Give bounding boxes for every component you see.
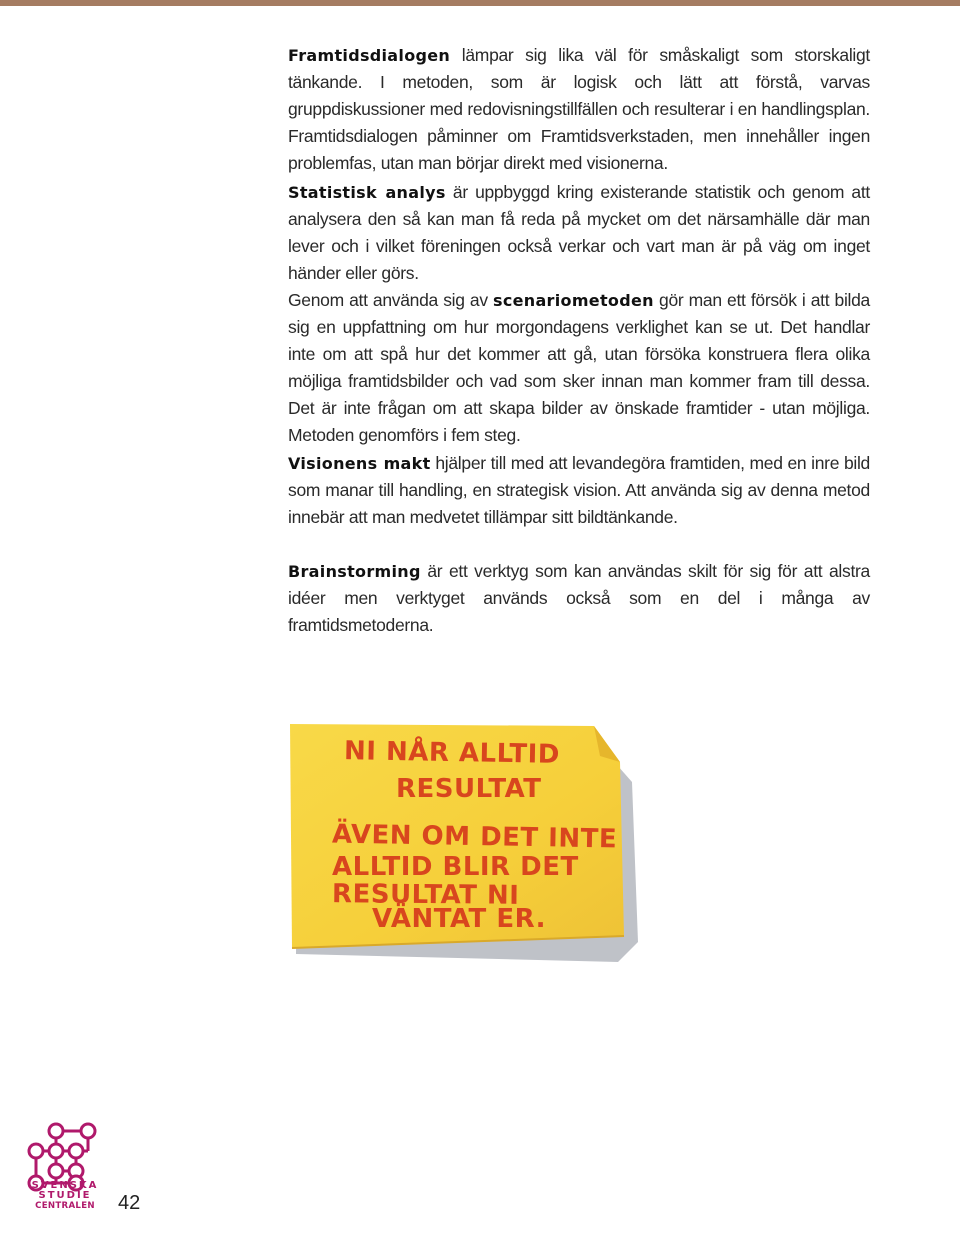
- term-heading: Statistisk analys: [288, 183, 446, 202]
- term-heading: Framtidsdialogen: [288, 46, 451, 65]
- logo-wordmark: [30, 1181, 100, 1211]
- page-number: 42: [118, 1192, 141, 1214]
- top-border-bar: [0, 0, 960, 6]
- note-line: RESULTAT: [396, 774, 542, 804]
- paragraph-brainstorming: [288, 558, 870, 639]
- paragraph-body: är ett verktyg som kan användas skilt för sig för att alstra idéer men verktyget används också som en del i många av framtidsmetoderna.: [288, 561, 870, 635]
- logo-line-1: SVENSKA: [31, 1180, 99, 1191]
- paragraph-body: gör man ett försök i att bilda sig en uppfattning om hur morgondagens verklighet kan se ut. Det handlar inte om att spå hur det kommer att gå, utan försöka konstruera flera olika möjliga framtidsbilder och vad som sker innan man kommer fram till dessa. Det är inte frågan om att skapa bilder av önskade framtider - utan möjliga. Metoden genomförs i fem steg.: [288, 290, 870, 445]
- note-line: RESULTAT NI: [331, 879, 520, 911]
- note-line: NI NÅR ALLTID: [343, 736, 561, 770]
- logo-line-3: CENTRALEN: [35, 1201, 95, 1211]
- paragraph-framtidsdialogen: [288, 42, 870, 177]
- note-line: ÄVEN OM DET INTE: [331, 819, 618, 855]
- paragraph-body: lämpar sig lika väl för småskaligt som storskaligt tänkande. I metoden, som är logisk och lätt att förstå, varvas gruppdiskussioner med redovisningstillfällen och resulterar i en handlingsplan. Framtidsdialogen påminner om Framtidsverkstaden, men innehåller ingen problemfas, utan man börjar direkt med visionerna.: [288, 45, 870, 173]
- sticky-note-text: [288, 722, 640, 966]
- paragraph-body: hjälper till med att levandegöra framtiden, med en inre bild som manar till handling, en strategisk vision. Att använda sig av denna metod innebär att man medvetet tillämpar sitt bildtänkande.: [288, 453, 870, 527]
- paragraph-visionens-makt: [288, 450, 870, 531]
- sticky-note-illustration: [288, 722, 640, 966]
- paragraph-statistisk-analys: [288, 179, 870, 287]
- paragraph-body: är uppbyggd kring existerande statistik och genom att analysera den så kan man få reda på mycket om det närsamhälle där man lever och i vilket föreningen också verkar och vart man är på väg om inget händer eller görs.: [288, 182, 870, 283]
- term-heading: scenariometoden: [493, 291, 654, 310]
- note-line: ALLTID BLIR DET: [332, 852, 579, 882]
- paragraph-scenariometoden: [288, 287, 870, 449]
- logo-line-2: STUDIE: [38, 1190, 92, 1201]
- term-heading: Brainstorming: [288, 562, 421, 581]
- note-line: VÄNTAT ER.: [372, 904, 546, 934]
- term-heading: Visionens makt: [288, 454, 431, 473]
- paragraph-lead: Genom att använda sig av: [288, 290, 494, 310]
